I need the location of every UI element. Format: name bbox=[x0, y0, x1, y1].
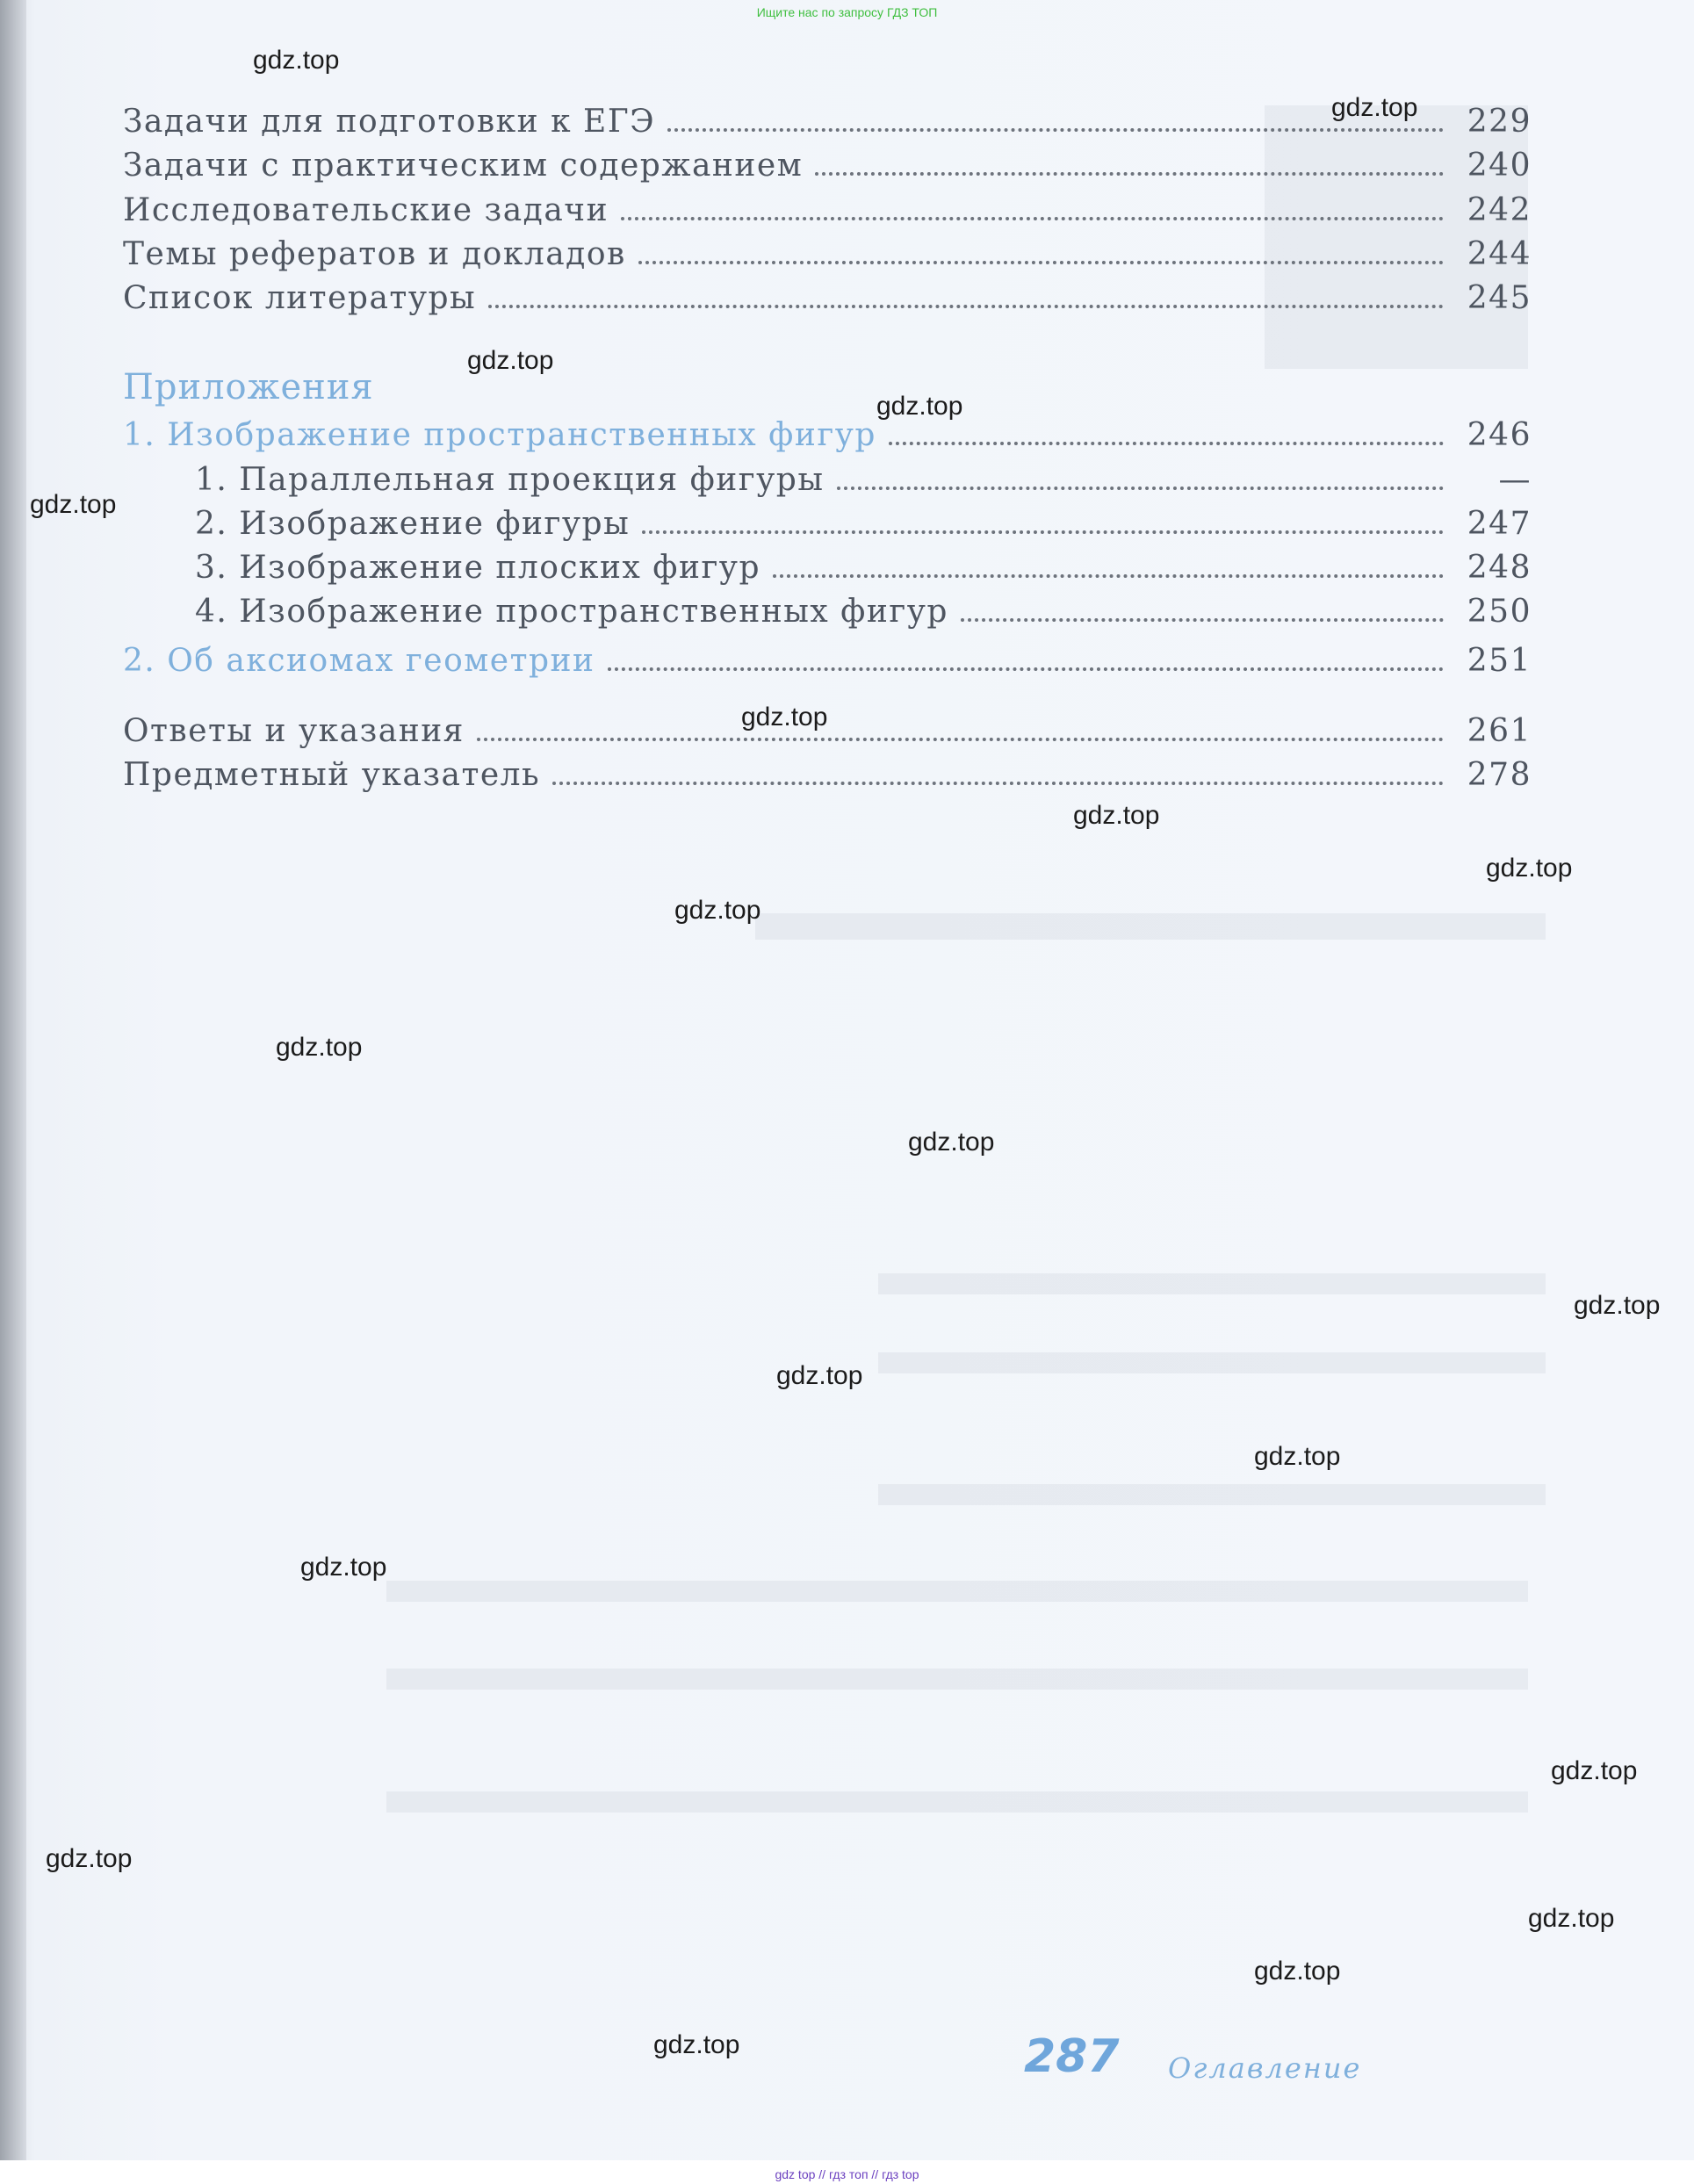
toc-subentry[interactable] bbox=[195, 462, 1532, 504]
toc-entry[interactable] bbox=[123, 104, 1532, 146]
page-number: 287 bbox=[1024, 2030, 1120, 2083]
bleed-through-line bbox=[386, 1791, 1528, 1813]
watermark: gdz.top bbox=[1254, 1957, 1341, 1986]
toc-leader-dots bbox=[667, 105, 1444, 132]
toc-entry-title: 2. Об аксиомах геометрии bbox=[123, 643, 595, 679]
toc-subentry[interactable] bbox=[195, 594, 1532, 636]
toc-entry[interactable] bbox=[123, 192, 1532, 234]
watermark: gdz.top bbox=[1574, 1291, 1661, 1320]
toc-entry[interactable] bbox=[123, 236, 1532, 278]
toc-entry-title: Темы рефератов и докладов bbox=[123, 236, 626, 272]
toc-leader-dots bbox=[488, 282, 1444, 308]
toc-entry-page: 240 bbox=[1467, 148, 1532, 184]
bleed-through-line bbox=[386, 1669, 1528, 1690]
toc-entry-title: 1. Изображение пространственных фигур bbox=[123, 417, 876, 453]
watermark: gdz.top bbox=[1073, 801, 1160, 830]
page-spine-shadow bbox=[0, 0, 26, 2160]
toc-entry-page: 229 bbox=[1467, 104, 1532, 140]
bleed-through-line bbox=[878, 1484, 1546, 1505]
watermark: gdz.top bbox=[674, 896, 761, 925]
toc-subentry[interactable] bbox=[195, 506, 1532, 548]
toc-entry-title: 2. Изображение фигуры bbox=[195, 506, 631, 542]
toc-entry-title: Список литературы bbox=[123, 280, 477, 316]
bottom-banner[interactable]: gdz top // гдз топ // гдз top bbox=[775, 2167, 919, 2181]
toc-entry-title: 1. Параллельная проекция фигуры bbox=[195, 462, 825, 498]
toc-entry-page: 246 bbox=[1467, 417, 1532, 453]
toc-entry-page: 250 bbox=[1467, 594, 1532, 630]
toc-leader-dots bbox=[642, 508, 1444, 534]
toc-entry-page: 261 bbox=[1467, 713, 1532, 749]
toc-leader-dots bbox=[773, 551, 1444, 578]
toc-entry[interactable] bbox=[123, 757, 1532, 799]
watermark: gdz.top bbox=[1551, 1756, 1638, 1785]
watermark: gdz.top bbox=[300, 1553, 387, 1582]
toc-entry-page: 248 bbox=[1467, 550, 1532, 586]
toc-leader-dots bbox=[621, 194, 1444, 220]
top-banner[interactable]: Ищите нас по запросу ГДЗ ТОП bbox=[756, 5, 938, 19]
toc-leader-dots bbox=[552, 759, 1444, 785]
watermark: gdz.top bbox=[1486, 854, 1573, 883]
toc-leader-dots bbox=[889, 419, 1444, 445]
toc-entry-title: Предметный указатель bbox=[123, 757, 541, 793]
toc-entry[interactable] bbox=[123, 148, 1532, 190]
toc-entry-page: 245 bbox=[1467, 280, 1532, 316]
toc-leader-dots bbox=[477, 715, 1444, 741]
toc-entry-title: Задачи с практическим содержанием bbox=[123, 148, 804, 184]
toc-entry-page: 278 bbox=[1467, 757, 1532, 793]
appendix-heading: Приложения bbox=[123, 367, 374, 407]
watermark: gdz.top bbox=[876, 392, 963, 421]
running-title: Оглавление bbox=[1168, 2051, 1362, 2085]
toc-entry-page: — bbox=[1498, 462, 1532, 498]
toc-leader-dots bbox=[961, 595, 1444, 622]
toc-entry-page: 242 bbox=[1467, 192, 1532, 228]
toc-leader-dots bbox=[608, 645, 1444, 671]
toc-subentry[interactable] bbox=[195, 550, 1532, 592]
toc-entry-page: 244 bbox=[1467, 236, 1532, 272]
toc-leader-dots bbox=[837, 464, 1444, 490]
watermark: gdz.top bbox=[276, 1033, 363, 1062]
watermark: gdz.top bbox=[741, 703, 828, 732]
watermark: gdz.top bbox=[467, 346, 554, 375]
toc-entry-page: 247 bbox=[1467, 506, 1532, 542]
toc-entry[interactable] bbox=[123, 280, 1532, 322]
toc-entry-page: 251 bbox=[1467, 643, 1532, 679]
watermark: gdz.top bbox=[908, 1128, 995, 1157]
watermark: gdz.top bbox=[253, 46, 340, 75]
toc-leader-dots bbox=[638, 238, 1444, 264]
bleed-through-line bbox=[386, 1581, 1528, 1602]
watermark: gdz.top bbox=[776, 1361, 863, 1390]
watermark: gdz.top bbox=[1254, 1442, 1341, 1471]
watermark: gdz.top bbox=[1331, 93, 1418, 122]
toc-entry-title: Исследовательские задачи bbox=[123, 192, 609, 228]
watermark: gdz.top bbox=[46, 1844, 133, 1873]
toc-entry-title: Задачи для подготовки к ЕГЭ bbox=[123, 104, 656, 140]
bleed-through-line bbox=[878, 1273, 1546, 1294]
watermark: gdz.top bbox=[653, 2030, 740, 2059]
toc-entry-title: 4. Изображение пространственных фигур bbox=[195, 594, 948, 630]
toc-entry-appendix-1[interactable] bbox=[123, 417, 1532, 459]
watermark: gdz.top bbox=[30, 490, 117, 519]
bleed-through-line bbox=[755, 913, 1546, 940]
toc-entry-appendix-2[interactable] bbox=[123, 643, 1532, 685]
toc-entry-title: 3. Изображение плоских фигур bbox=[195, 550, 761, 586]
toc-leader-dots bbox=[815, 149, 1444, 176]
bleed-through-line bbox=[878, 1352, 1546, 1373]
toc-entry-title: Ответы и указания bbox=[123, 713, 465, 749]
watermark: gdz.top bbox=[1528, 1904, 1615, 1933]
